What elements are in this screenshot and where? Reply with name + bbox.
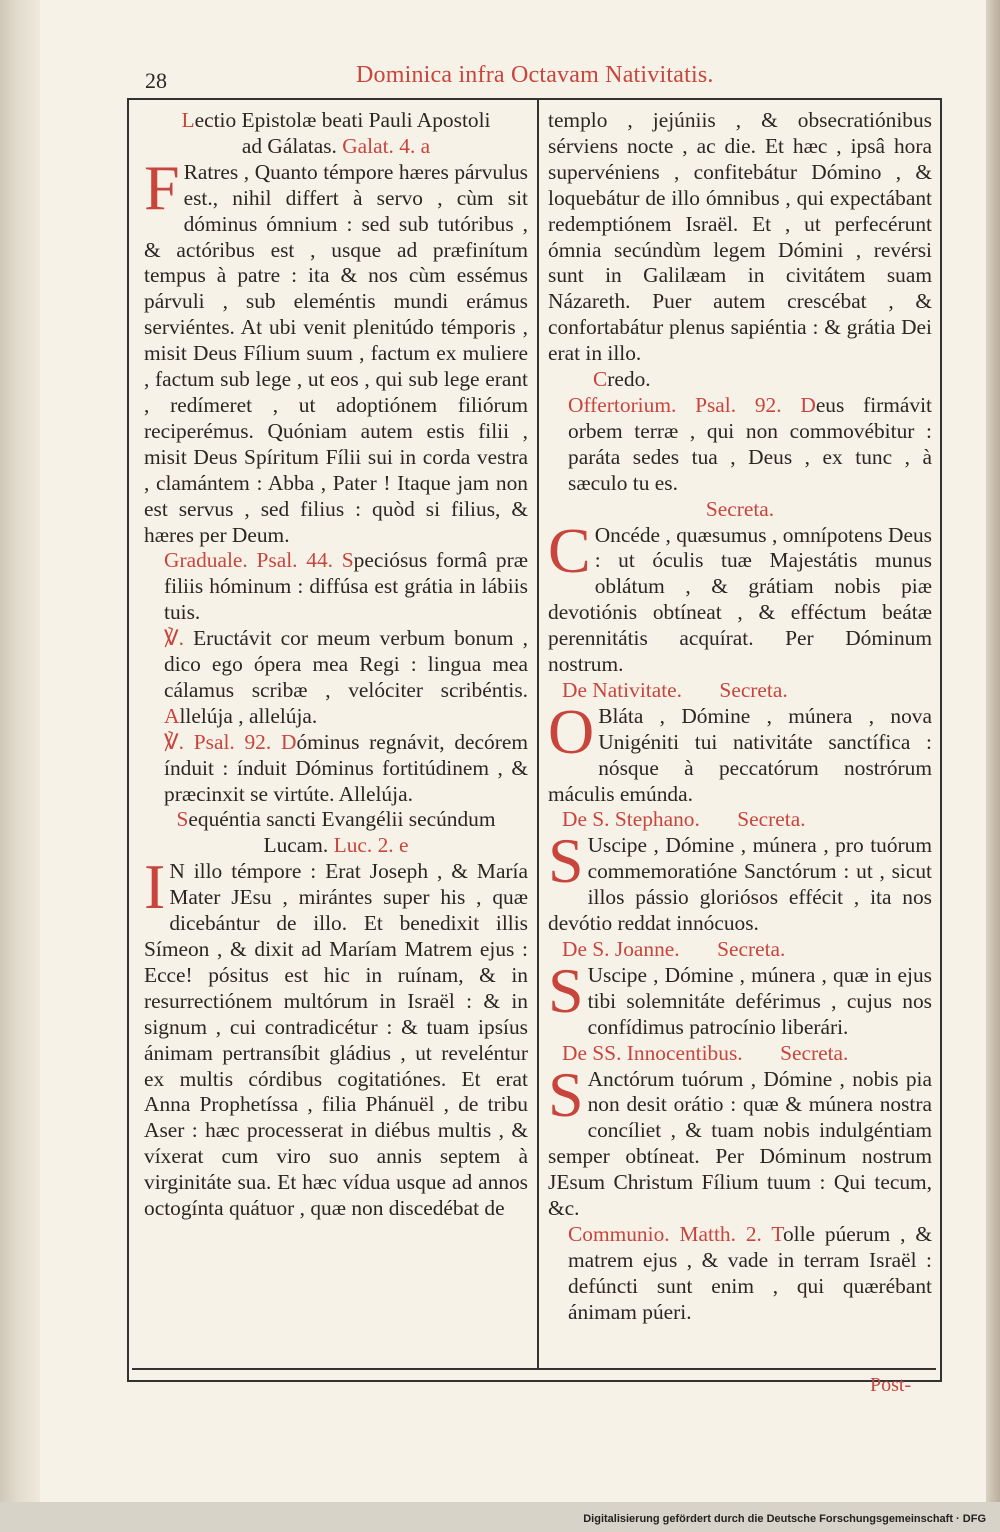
left-column: [144, 108, 528, 1222]
communio: Communio. Matth. 2. Tolle púerum , & matrem ejus , & vade in terram Israël : defúncti sunt enim , qui quærébant ánimam púeri.: [568, 1221, 933, 1324]
graduale: Graduale. Psal. 44. Speciósus formâ præ filiis hóminum : diffúsa est grátia in lábiis tuis.: [164, 548, 528, 625]
gospel-text: I N illo témpore : Erat Joseph , & María Mater JEsu , mirántes super his , quæ dicebántur de illo. Et benedixit illis Símeon , & dixit ad Maríam Matrem ejus : Ecce! pósitus est hic in ruínam, & in resurrectiónem multórum in Israël : & in signum , cui contradicétur : & tuam ipsíus ánimam pertransíbit gládius , ut reveléntur ex multis córdibus cogitatiónes. Et erat Anna Prophetíssa , filia Phánuël , de tribu Aser : hæc processerat in diébus multis , & víxerat cum viro suo annis septem à virginitáte sua. Et hæc vídua usque ad annos octogínta quátuor , quæ non discedébat de: [144, 851, 528, 1221]
drop-initial: O: [548, 695, 595, 767]
drop-initial: S: [548, 1058, 584, 1130]
secreta-joanne-text: S Uscipe , Dómine , múnera , quæ in ejus tibi solemnitáte deférimus , cujus nos confídimus patrocínio liberári.: [548, 954, 932, 1039]
book-binding: [0, 0, 40, 1532]
bottom-rule: [132, 1368, 936, 1370]
catchword: Post-: [870, 1374, 912, 1396]
versicle-two: ℣. Psal. 92. Dóminus regnávit, decórem índuit : índuit Dóminus fortitúdinem , & præcinxit se virtúte. Allelúja.: [164, 729, 528, 806]
secreta-innocentibus-text: S Anctórum tuórum , Dómine , nobis pia non desit orátio : quæ & múnera nostra concíliet , & tuam nobis indulgéntiam semper obtíneat. Per Dóminum nostrum JEsum Christum Fílium tuum : Qui tecum, &c.: [548, 1058, 932, 1221]
secreta-nativitate-heading: De Nativitate. Secreta.: [562, 677, 788, 702]
secreta-joanne-heading: De S. Joanne. Secreta.: [562, 937, 786, 961]
page-foredge: [986, 0, 1000, 1532]
drop-initial: S: [548, 825, 584, 897]
sequentia-heading: Sequéntia sancti Evangélii secúndum Lucam. Luc. 2. e: [176, 807, 496, 858]
running-head: Dominica infra Octavam Nativitatis.: [356, 62, 714, 88]
secreta-text: C Oncéde , quæsumus , omnípotens Deus : ut óculis tuæ Majestátis munus oblátum , & grátiam nobis piæ devotiónis obtíneat , & efféctum beátæ perennitátis acquírat. Per Dóminum nostrum.: [548, 514, 932, 677]
drop-initial: S: [548, 954, 584, 1026]
versicle-one: ℣. Eructávit cor meum verbum bonum , dico ego ópera mea Regi : lingua mea cálamus scribæ , velóciter scribéntis. Allelúja , allelúja.: [164, 626, 528, 728]
offertorium: Offertorium. Psal. 92. Deus firmávit orbem terræ , qui non commovébitur : paráta sedes tua , Deus , ex tunc , à sæculo tu es.: [568, 392, 932, 495]
digitization-credit: Digitalisierung gefördert durch die Deutsche Forschungsgemeinschaft · DFG: [583, 1513, 986, 1525]
secreta-nativitate-text: O Bláta , Dómine , múnera , nova Unigéniti tui nativitáte sanctífica : nósque à peccatórum nostrórum máculis emúnda.: [548, 695, 932, 806]
right-column: [548, 108, 932, 1326]
drop-initial: C: [548, 514, 591, 586]
drop-initial: F: [144, 151, 180, 223]
epistle-text: F Ratres , Quanto témpore hæres párvulus est., nihil differt à servo , cùm sit dóminus ómnium : sed sub tutóribus , & actóribus est , usque ad præfinítum tempus à patre : ita & nos cùm essémus párvuli , sub eleméntis mundi erámus serviéntes. At ubi venit plenitúdo témporis , misit Deus Fílium suum , factum ex muliere , factum sub lege , ut eos , qui sub lege erant , redímeret , ut adoptiónem filiórum reciperémus. Quóniam autem estis filii , misit Deus Spíritum Fílii sui in corda vestra , clamántem : Abba , Pater ! Itaque jam non est servus , sed filius : quòd si filius, & hæres per Deum.: [144, 151, 528, 547]
drop-initial: I: [144, 851, 166, 923]
secreta-heading: Secreta.: [705, 496, 775, 521]
secreta-innocentibus-heading: De SS. Innocentibus. Secreta.: [562, 1040, 849, 1065]
column-rule: [537, 100, 539, 1370]
credo: Credo.: [593, 367, 651, 392]
secreta-stephano-text: S Uscipe , Dómine , múnera , pro tuórum commemoratióne Sanctórum : ut , sicut illos pássio gloriósos effécit , ita nos devótio reddat innócuos.: [548, 825, 932, 936]
gospel-continuation: templo , jejúniis , & obsecratiónibus sérviens nocte , ac die. Et hæc , ipsâ hora supervéniens , confitebátur Dómino , & loquebátur de illo ómnibus , qui expectábant redemptiónem Israël. Et , ut perfecérunt ómnia secúndùm legem Dómini , revérsi sunt in Galilæam in civitátem suam Názareth. Puer autem crescébat , & confortabátur plenus sapiéntia : & grátia Dei erat in illo.: [548, 108, 932, 366]
page-number: 28: [145, 68, 167, 93]
lectio-heading: Lectio Epistolæ beati Pauli Apostoli ad Gálatas. Galat. 4. a: [181, 108, 491, 158]
secreta-stephano-heading: De S. Stephano. Secreta.: [562, 807, 806, 832]
